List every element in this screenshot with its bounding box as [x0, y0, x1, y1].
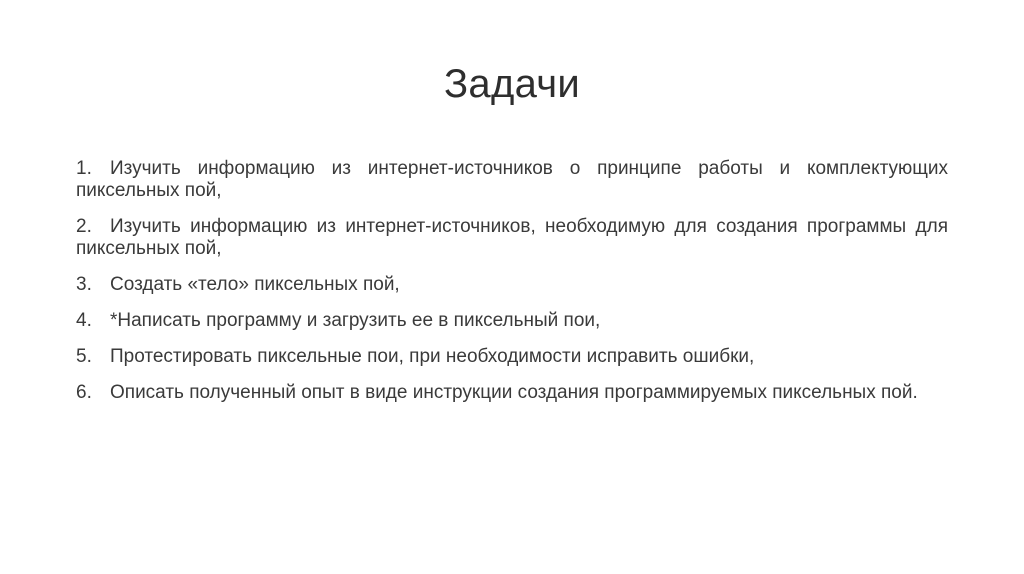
list-item-number: 5.	[76, 346, 92, 367]
list-item-text: Создать «тело» пиксельных пой,	[110, 274, 400, 295]
list-item	[76, 158, 948, 202]
list-item-number: 2.	[76, 216, 92, 237]
slide-title: Задачи	[443, 62, 581, 106]
list-item	[76, 216, 948, 260]
list-item	[76, 346, 948, 368]
list-item	[76, 274, 948, 296]
list-item-text: Протестировать пиксельные пои, при необходимости исправить ошибки,	[110, 346, 755, 367]
list-item-text: *Написать программу и загрузить ее в пиксельный пои,	[110, 310, 601, 331]
list-item-number: 1.	[76, 158, 92, 179]
list-item	[76, 382, 948, 404]
list-item-text: Описать полученный опыт в виде инструкции создания программируемых пиксельных пой.	[110, 382, 918, 403]
list-item-number: 4.	[76, 310, 92, 331]
list-item-text: Изучить информацию из интернет-источников о принципе работы и комплектующих пиксельных пой,	[76, 158, 948, 201]
list-item-number: 6.	[76, 382, 92, 403]
task-list	[76, 158, 948, 418]
list-item	[76, 310, 948, 332]
list-item-number: 3.	[76, 274, 92, 295]
list-item-text: Изучить информацию из интернет-источников, необходимую для создания программы для пиксельных пой,	[76, 216, 948, 259]
